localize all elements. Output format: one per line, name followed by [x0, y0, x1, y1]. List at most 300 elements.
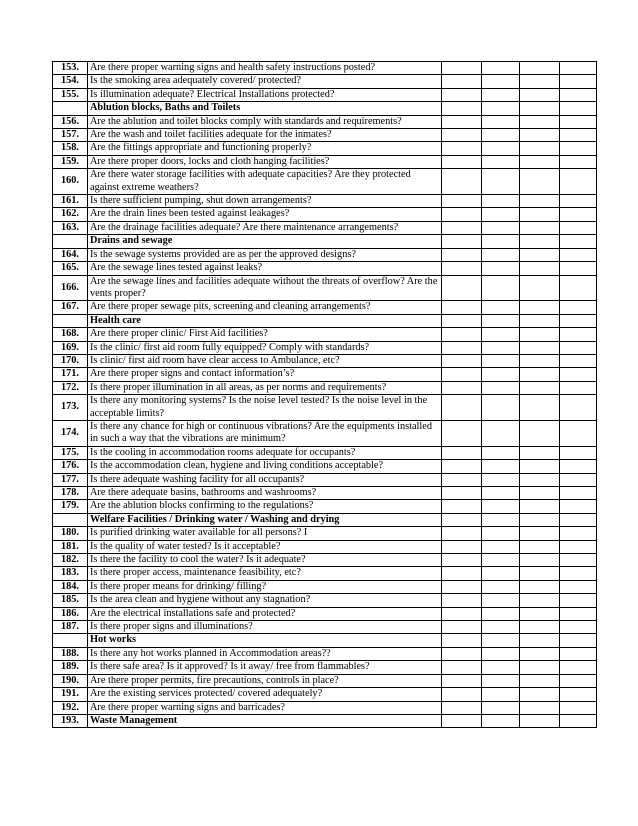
answer-cell[interactable]	[520, 513, 560, 526]
answer-cell[interactable]	[560, 221, 597, 234]
item-number: 153.	[53, 62, 88, 75]
answer-cell[interactable]	[442, 169, 482, 195]
section-header-row	[53, 235, 597, 248]
table-row	[53, 301, 597, 314]
answer-cell[interactable]	[442, 473, 482, 486]
table-row	[53, 129, 597, 142]
answer-cell[interactable]	[560, 688, 597, 701]
section-title: Drains and sewage	[88, 235, 442, 248]
question-text: Is there adequate washing facility for all occupants?	[88, 473, 442, 486]
answer-cell[interactable]	[482, 446, 520, 459]
answer-cell[interactable]	[520, 395, 560, 421]
answer-cell[interactable]	[482, 540, 520, 553]
item-number	[53, 235, 88, 248]
answer-cell[interactable]	[560, 102, 597, 115]
item-number: 177.	[53, 473, 88, 486]
answer-cell[interactable]	[442, 129, 482, 142]
answer-cell[interactable]	[442, 235, 482, 248]
answer-cell[interactable]	[442, 328, 482, 341]
answer-cell[interactable]	[442, 540, 482, 553]
answer-cell[interactable]	[442, 354, 482, 367]
answer-cell[interactable]	[560, 540, 597, 553]
item-number: 190.	[53, 674, 88, 687]
answer-cell[interactable]	[482, 102, 520, 115]
answer-cell[interactable]	[560, 75, 597, 88]
question-text: Are there proper warning signs and barricades?	[88, 701, 442, 714]
answer-cell[interactable]	[560, 142, 597, 155]
question-text: Are the sewage lines and facilities adequate without the threats of overflow? Are the vents proper?	[88, 275, 442, 301]
answer-cell[interactable]	[442, 368, 482, 381]
answer-cell[interactable]	[482, 208, 520, 221]
answer-cell[interactable]	[520, 195, 560, 208]
answer-cell[interactable]	[482, 169, 520, 195]
item-number: 165.	[53, 262, 88, 275]
answer-cell[interactable]	[442, 688, 482, 701]
question-text: Is there the facility to cool the water? Is it adequate?	[88, 554, 442, 567]
answer-cell[interactable]	[482, 420, 520, 446]
item-number: 156.	[53, 115, 88, 128]
answer-cell[interactable]	[520, 88, 560, 101]
answer-cell[interactable]	[442, 301, 482, 314]
table-row	[53, 621, 597, 634]
answer-cell[interactable]	[520, 594, 560, 607]
item-number: 170.	[53, 354, 88, 367]
table-row	[53, 420, 597, 446]
question-text: Is there proper access, maintenance feasibility, etc?	[88, 567, 442, 580]
answer-cell[interactable]	[520, 647, 560, 660]
answer-cell[interactable]	[520, 169, 560, 195]
answer-cell[interactable]	[442, 341, 482, 354]
answer-cell[interactable]	[520, 500, 560, 513]
answer-cell[interactable]	[520, 328, 560, 341]
table-row	[53, 208, 597, 221]
item-number: 182.	[53, 554, 88, 567]
answer-cell[interactable]	[560, 169, 597, 195]
answer-cell[interactable]	[560, 341, 597, 354]
answer-cell[interactable]	[520, 473, 560, 486]
item-number: 185.	[53, 594, 88, 607]
table-row	[53, 701, 597, 714]
table-row	[53, 381, 597, 394]
answer-cell[interactable]	[482, 647, 520, 660]
answer-cell[interactable]	[442, 661, 482, 674]
question-text: Are there proper permits, fire precautions, controls in place?	[88, 674, 442, 687]
item-number: 169.	[53, 341, 88, 354]
answer-cell[interactable]	[442, 221, 482, 234]
answer-cell[interactable]	[520, 674, 560, 687]
item-number: 191.	[53, 688, 88, 701]
answer-cell[interactable]	[442, 634, 482, 647]
answer-cell[interactable]	[520, 487, 560, 500]
answer-cell[interactable]	[482, 473, 520, 486]
item-number: 163.	[53, 221, 88, 234]
answer-cell[interactable]	[560, 554, 597, 567]
question-text: Are the sewage lines tested against leaks?	[88, 262, 442, 275]
item-number	[53, 634, 88, 647]
answer-cell[interactable]	[442, 62, 482, 75]
answer-cell[interactable]	[560, 594, 597, 607]
answer-cell[interactable]	[560, 395, 597, 421]
item-number: 179.	[53, 500, 88, 513]
table-row	[53, 500, 597, 513]
answer-cell[interactable]	[482, 567, 520, 580]
table-row	[53, 221, 597, 234]
answer-cell[interactable]	[442, 420, 482, 446]
item-number: 166.	[53, 275, 88, 301]
answer-cell[interactable]	[560, 513, 597, 526]
question-text: Is there any chance for high or continuous vibrations? Are the equipments installed in such a way that the vibrations are minimum?	[88, 420, 442, 446]
answer-cell[interactable]	[520, 540, 560, 553]
answer-cell[interactable]	[482, 714, 520, 727]
answer-cell[interactable]	[442, 262, 482, 275]
table-row	[53, 88, 597, 101]
answer-cell[interactable]	[520, 102, 560, 115]
question-text: Are the ablution blocks confirming to the regulations?	[88, 500, 442, 513]
table-row	[53, 75, 597, 88]
answer-cell[interactable]	[520, 314, 560, 327]
answer-cell[interactable]	[560, 607, 597, 620]
question-text: Are there proper signs and contact information’s?	[88, 368, 442, 381]
item-number: 162.	[53, 208, 88, 221]
table-row	[53, 554, 597, 567]
answer-cell[interactable]	[520, 301, 560, 314]
table-row	[53, 262, 597, 275]
answer-cell[interactable]	[442, 115, 482, 128]
answer-cell[interactable]	[560, 208, 597, 221]
answer-cell[interactable]	[442, 621, 482, 634]
answer-cell[interactable]	[482, 354, 520, 367]
table-row	[53, 688, 597, 701]
answer-cell[interactable]	[560, 701, 597, 714]
item-number: 187.	[53, 621, 88, 634]
table-row	[53, 714, 597, 727]
question-text: Waste Management	[88, 714, 442, 727]
answer-cell[interactable]	[482, 75, 520, 88]
table-row	[53, 540, 597, 553]
answer-cell[interactable]	[442, 75, 482, 88]
answer-cell[interactable]	[560, 115, 597, 128]
answer-cell[interactable]	[482, 674, 520, 687]
answer-cell[interactable]	[560, 129, 597, 142]
question-text: Is the area clean and hygiene without any stagnation?	[88, 594, 442, 607]
question-text: Are there proper clinic/ First Aid facilities?	[88, 328, 442, 341]
answer-cell[interactable]	[560, 354, 597, 367]
question-text: Is the accommodation clean, hygiene and living conditions acceptable?	[88, 460, 442, 473]
answer-cell[interactable]	[520, 661, 560, 674]
answer-cell[interactable]	[482, 487, 520, 500]
answer-cell[interactable]	[482, 688, 520, 701]
answer-cell[interactable]	[482, 607, 520, 620]
answer-cell[interactable]	[482, 554, 520, 567]
item-number: 188.	[53, 647, 88, 660]
answer-cell[interactable]	[442, 248, 482, 261]
item-number: 159.	[53, 155, 88, 168]
answer-cell[interactable]	[520, 208, 560, 221]
answer-cell[interactable]	[560, 661, 597, 674]
answer-cell[interactable]	[442, 208, 482, 221]
answer-cell[interactable]	[560, 328, 597, 341]
answer-cell[interactable]	[482, 262, 520, 275]
table-row	[53, 446, 597, 459]
answer-cell[interactable]	[520, 446, 560, 459]
table-row	[53, 248, 597, 261]
answer-cell[interactable]	[442, 554, 482, 567]
table-row	[53, 567, 597, 580]
answer-cell[interactable]	[482, 368, 520, 381]
question-text: Are there water storage facilities with adequate capacities? Are they protected against extreme weathers?	[88, 169, 442, 195]
answer-cell[interactable]	[482, 381, 520, 394]
answer-cell[interactable]	[520, 248, 560, 261]
answer-cell[interactable]	[482, 621, 520, 634]
answer-cell[interactable]	[442, 155, 482, 168]
item-number: 164.	[53, 248, 88, 261]
answer-cell[interactable]	[560, 674, 597, 687]
answer-cell[interactable]	[482, 88, 520, 101]
answer-cell[interactable]	[442, 102, 482, 115]
question-text: Are the ablution and toilet blocks comply with standards and requirements?	[88, 115, 442, 128]
answer-cell[interactable]	[560, 567, 597, 580]
answer-cell[interactable]	[482, 460, 520, 473]
table-row	[53, 195, 597, 208]
answer-cell[interactable]	[482, 275, 520, 301]
answer-cell[interactable]	[520, 221, 560, 234]
answer-cell[interactable]	[442, 527, 482, 540]
answer-cell[interactable]	[560, 460, 597, 473]
question-text: Is the clinic/ first aid room fully equipped? Comply with standards?	[88, 341, 442, 354]
answer-cell[interactable]	[520, 75, 560, 88]
answer-cell[interactable]	[520, 142, 560, 155]
answer-cell[interactable]	[482, 155, 520, 168]
answer-cell[interactable]	[520, 381, 560, 394]
answer-cell[interactable]	[560, 275, 597, 301]
answer-cell[interactable]	[442, 567, 482, 580]
answer-cell[interactable]	[482, 129, 520, 142]
answer-cell[interactable]	[482, 527, 520, 540]
answer-cell[interactable]	[442, 674, 482, 687]
table-row	[53, 169, 597, 195]
answer-cell[interactable]	[482, 580, 520, 593]
answer-cell[interactable]	[442, 580, 482, 593]
question-text: Is there any hot works planned in Accommodation areas??	[88, 647, 442, 660]
table-row	[53, 580, 597, 593]
answer-cell[interactable]	[520, 354, 560, 367]
answer-cell[interactable]	[520, 607, 560, 620]
item-number: 173.	[53, 395, 88, 421]
answer-cell[interactable]	[482, 142, 520, 155]
answer-cell[interactable]	[520, 460, 560, 473]
answer-cell[interactable]	[442, 88, 482, 101]
answer-cell[interactable]	[442, 381, 482, 394]
answer-cell[interactable]	[482, 661, 520, 674]
answer-cell[interactable]	[520, 621, 560, 634]
question-text: Are the fittings appropriate and functioning properly?	[88, 142, 442, 155]
question-text: Are the electrical installations safe and protected?	[88, 607, 442, 620]
answer-cell[interactable]	[560, 155, 597, 168]
question-text: Are there adequate basins, bathrooms and washrooms?	[88, 487, 442, 500]
answer-cell[interactable]	[442, 647, 482, 660]
question-text: Is the smoking area adequately covered/ protected?	[88, 75, 442, 88]
answer-cell[interactable]	[482, 62, 520, 75]
answer-cell[interactable]	[520, 567, 560, 580]
answer-cell[interactable]	[520, 262, 560, 275]
question-text: Is illumination adequate? Electrical Installations protected?	[88, 88, 442, 101]
answer-cell[interactable]	[442, 314, 482, 327]
answer-cell[interactable]	[560, 714, 597, 727]
item-number: 175.	[53, 446, 88, 459]
answer-cell[interactable]	[560, 527, 597, 540]
table-row	[53, 473, 597, 486]
checklist-table	[52, 61, 597, 728]
item-number: 158.	[53, 142, 88, 155]
answer-cell[interactable]	[482, 500, 520, 513]
item-number: 168.	[53, 328, 88, 341]
item-number: 186.	[53, 607, 88, 620]
item-number: 160.	[53, 169, 88, 195]
question-text: Is there any monitoring systems? Is the noise level tested? Is the noise level in the acceptable limits?	[88, 395, 442, 421]
answer-cell[interactable]	[520, 155, 560, 168]
answer-cell[interactable]	[482, 594, 520, 607]
item-number: 181.	[53, 540, 88, 553]
table-row	[53, 341, 597, 354]
section-title: Ablution blocks, Baths and Toilets	[88, 102, 442, 115]
answer-cell[interactable]	[442, 714, 482, 727]
answer-cell[interactable]	[520, 115, 560, 128]
question-text: Are the drainage facilities adequate? Are there maintenance arrangements?	[88, 221, 442, 234]
answer-cell[interactable]	[560, 446, 597, 459]
answer-cell[interactable]	[520, 634, 560, 647]
item-number: 167.	[53, 301, 88, 314]
table-row	[53, 661, 597, 674]
answer-cell[interactable]	[442, 446, 482, 459]
table-row	[53, 354, 597, 367]
answer-cell[interactable]	[482, 195, 520, 208]
answer-cell[interactable]	[520, 341, 560, 354]
answer-cell[interactable]	[560, 500, 597, 513]
answer-cell[interactable]	[560, 301, 597, 314]
table-row	[53, 115, 597, 128]
section-title: Welfare Facilities / Drinking water / Washing and drying	[88, 513, 442, 526]
answer-cell[interactable]	[482, 248, 520, 261]
answer-cell[interactable]	[482, 314, 520, 327]
answer-cell[interactable]	[560, 88, 597, 101]
answer-cell[interactable]	[442, 500, 482, 513]
table-row	[53, 487, 597, 500]
item-number: 176.	[53, 460, 88, 473]
answer-cell[interactable]	[560, 248, 597, 261]
answer-cell[interactable]	[442, 607, 482, 620]
question-text: Are the drain lines been tested against leakages?	[88, 208, 442, 221]
answer-cell[interactable]	[560, 621, 597, 634]
section-header-row	[53, 513, 597, 526]
table-row	[53, 674, 597, 687]
answer-cell[interactable]	[520, 62, 560, 75]
answer-cell[interactable]	[442, 460, 482, 473]
answer-cell[interactable]	[560, 420, 597, 446]
table-row	[53, 368, 597, 381]
answer-cell[interactable]	[482, 701, 520, 714]
table-row	[53, 594, 597, 607]
answer-cell[interactable]	[442, 487, 482, 500]
item-number: 174.	[53, 420, 88, 446]
answer-cell[interactable]	[560, 473, 597, 486]
answer-cell[interactable]	[520, 235, 560, 248]
answer-cell[interactable]	[560, 634, 597, 647]
table-row	[53, 460, 597, 473]
table-row	[53, 155, 597, 168]
section-header-row	[53, 634, 597, 647]
answer-cell[interactable]	[560, 487, 597, 500]
question-text: Is there proper means for drinking/ filling?	[88, 580, 442, 593]
answer-cell[interactable]	[520, 368, 560, 381]
answer-cell[interactable]	[442, 594, 482, 607]
answer-cell[interactable]	[482, 235, 520, 248]
answer-cell[interactable]	[442, 701, 482, 714]
answer-cell[interactable]	[560, 195, 597, 208]
answer-cell[interactable]	[442, 395, 482, 421]
answer-cell[interactable]	[520, 714, 560, 727]
item-number: 171.	[53, 368, 88, 381]
answer-cell[interactable]	[442, 513, 482, 526]
item-number: 157.	[53, 129, 88, 142]
table-row	[53, 527, 597, 540]
answer-cell[interactable]	[560, 235, 597, 248]
section-title: Hot works	[88, 634, 442, 647]
answer-cell[interactable]	[560, 262, 597, 275]
answer-cell[interactable]	[560, 314, 597, 327]
answer-cell[interactable]	[482, 328, 520, 341]
answer-cell[interactable]	[520, 275, 560, 301]
answer-cell[interactable]	[520, 129, 560, 142]
answer-cell[interactable]	[442, 195, 482, 208]
table-row	[53, 328, 597, 341]
item-number: 172.	[53, 381, 88, 394]
answer-cell[interactable]	[520, 701, 560, 714]
answer-cell[interactable]	[560, 368, 597, 381]
checklist-body	[53, 62, 597, 728]
answer-cell[interactable]	[482, 395, 520, 421]
answer-cell[interactable]	[560, 580, 597, 593]
question-text: Are the existing services protected/ covered adequately?	[88, 688, 442, 701]
question-text: Is there proper signs and illuminations?	[88, 621, 442, 634]
item-number: 161.	[53, 195, 88, 208]
answer-cell[interactable]	[482, 634, 520, 647]
question-text: Are there proper doors, locks and cloth hanging facilities?	[88, 155, 442, 168]
answer-cell[interactable]	[482, 341, 520, 354]
answer-cell[interactable]	[442, 142, 482, 155]
answer-cell[interactable]	[482, 513, 520, 526]
item-number: 192.	[53, 701, 88, 714]
item-number	[53, 314, 88, 327]
item-number: 184.	[53, 580, 88, 593]
table-row	[53, 142, 597, 155]
answer-cell[interactable]	[442, 275, 482, 301]
answer-cell[interactable]	[520, 688, 560, 701]
item-number: 155.	[53, 88, 88, 101]
answer-cell[interactable]	[482, 115, 520, 128]
answer-cell[interactable]	[520, 580, 560, 593]
answer-cell[interactable]	[482, 221, 520, 234]
answer-cell[interactable]	[560, 62, 597, 75]
answer-cell[interactable]	[520, 420, 560, 446]
answer-cell[interactable]	[520, 554, 560, 567]
answer-cell[interactable]	[482, 301, 520, 314]
item-number: 180.	[53, 527, 88, 540]
answer-cell[interactable]	[520, 527, 560, 540]
question-text: Are the wash and toilet facilities adequate for the inmates?	[88, 129, 442, 142]
question-text: Is there safe area? Is it approved? Is it away/ free from flammables?	[88, 661, 442, 674]
answer-cell[interactable]	[560, 647, 597, 660]
answer-cell[interactable]	[560, 381, 597, 394]
